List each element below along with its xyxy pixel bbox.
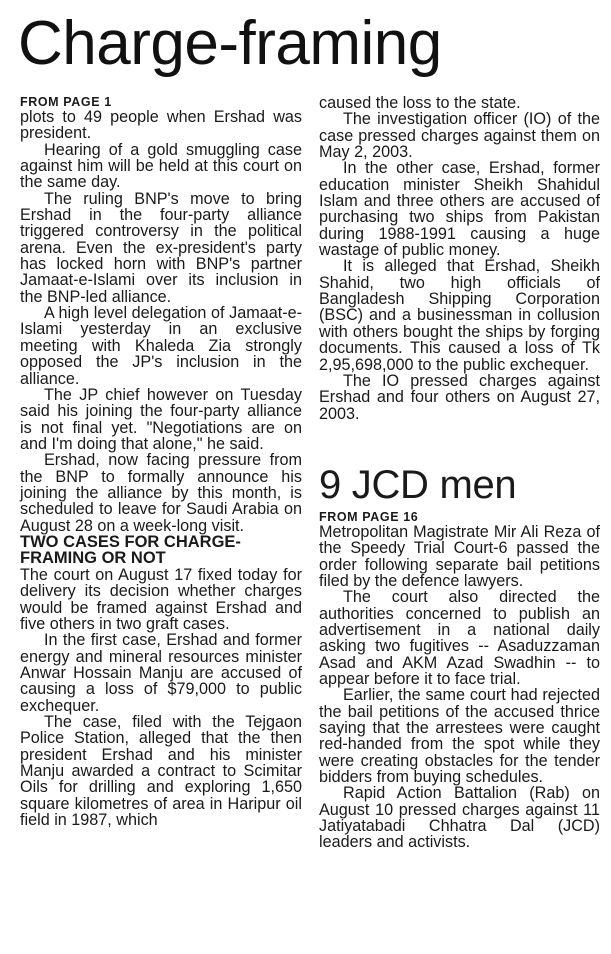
paragraph: The court also directed the authorities concerned to publish an advertisement in a national daily asking two fugitives -- Asaduzzaman Asad and AKM Azad Swadhin -- to appear before it to face trial.: [319, 588, 600, 688]
paragraph: The ruling BNP's move to bring Ershad in the four-party alliance triggered controversy in the political arena. Even the ex-president's party has locked horn with BNP's partner Jamaat-e-Islami over its inclusion in the BNP-led alliance.: [20, 189, 302, 306]
paragraph: Hearing of a gold smuggling case against him will be held at this court on the same day.: [20, 140, 302, 192]
subheading: TWO CASES FOR CHARGE-FRAMING OR NOT: [20, 532, 241, 568]
paragraph: The IO pressed charges against Ershad and four others on August 27, 2003.: [319, 371, 600, 423]
paragraph: The investigation officer (IO) of the case pressed charges against them on May 2, 2003.: [319, 110, 600, 162]
paragraph: Rapid Action Battalion (Rab) on August 10 pressed charges against 11 Jatiyatabadi Chhatra Dal (JCD) leaders and activists.: [319, 784, 600, 852]
paragraph: Ershad, now facing pressure from the BNP to formally announce his joining the alliance by this month, is scheduled to leave for Saudi Arabia on August 28 on a week-long visit.: [20, 451, 302, 535]
paragraph: plots to 49 people when Ershad was president.: [20, 108, 302, 143]
paragraph: In the other case, Ershad, former education minister Sheikh Shahidul Islam and three others are accused of purchasing two ships from Pakistan during 1988-1991 causing a huge wastage of public money.: [319, 159, 600, 260]
paragraph: Metropolitan Magistrate Mir Ali Reza of the Speedy Trial Court-6 passed the order following separate bail petitions filed by the defence lawyers.: [319, 522, 600, 590]
paragraph: The court on August 17 fixed today for delivery its decision whether charges would be framed against Ershad and five others in two graft cases.: [20, 565, 302, 633]
paragraph: caused the loss to the state.: [319, 94, 521, 112]
paragraph: A high level delegation of Jamaat-e-Islami yesterday in an exclusive meeting with Khaleda Zia strongly opposed the JP's inclusion in the alliance.: [20, 304, 302, 388]
article-headline: Charge-framing: [18, 9, 442, 78]
paragraph: It is alleged that Ershad, Sheikh Shahid, two high officials of Bangladesh Shipping Corporation (BSC) and a businessman in collusion with others bought the ships by forging documents. This caused a loss of Tk 2,95,698,000 to the public exchequer.: [319, 257, 600, 374]
paragraph: In the first case, Ershad and former energy and mineral resources minister Anwar Hossain Manju are accused of causing a loss of $79,000 to public exchequer.: [20, 631, 302, 715]
left-column: [20, 95, 302, 828]
right-column: [319, 95, 600, 851]
column-gutter: [309, 95, 310, 945]
paragraph: The case, filed with the Tejgaon Police Station, alleged that the then president Ershad and his minister Manju awarded a contract to Scimitar Oils for drilling and exploring 1,650 square kilometres of area in Haripur oil field in 1987, which: [20, 713, 302, 830]
paragraph: Earlier, the same court had rejected the bail petitions of the accused thrice saying that the arrestees were caught red-handed from the spot while they were creating obstacles for the tender bidders from buying schedules.: [319, 686, 600, 787]
jump-label: FROM PAGE 16: [319, 509, 419, 524]
paragraph: The JP chief however on Tuesday said his joining the four-party alliance is not final yet. "Negotiations are on and I'm doing that alone," he said.: [20, 385, 302, 453]
jump-label: FROM PAGE 1: [20, 95, 112, 109]
article2-headline: 9 JCD men: [319, 462, 517, 507]
